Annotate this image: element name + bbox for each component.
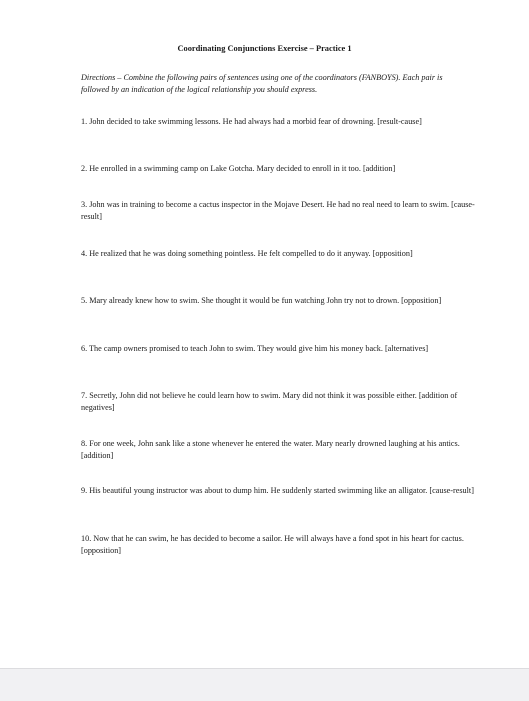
exercise-item-6: 6. The camp owners promised to teach John to swim. They would give him his money back. [alternatives] <box>81 344 429 353</box>
exercise-item-7: 7. Secretly, John did not believe he could learn how to swim. Mary did not think it was possible either. [addition of negatives] <box>81 391 458 412</box>
exercise-item-9: 9. His beautiful young instructor was about to dump him. He suddenly started swimming like an alligator. [cause-result] <box>81 486 474 495</box>
exercise-item-1: 1. John decided to take swimming lessons. He had always had a morbid fear of drowning. [result-cause] <box>81 117 422 126</box>
exercise-item-8: 8. For one week, John sank like a stone whenever he entered the water. Mary nearly drowned laughing at his antics. [addition] <box>81 439 460 460</box>
exercise-item-3: 3. John was in training to become a cactus inspector in the Mojave Desert. He had no real need to learn to swim. [cause-result] <box>81 200 475 221</box>
exercise-item-2: 2. He enrolled in a swimming camp on Lake Gotcha. Mary decided to enroll in it too. [addition] <box>81 164 396 173</box>
page-title: Coordinating Conjunctions Exercise – Practice 1 <box>177 44 352 53</box>
viewer-bottom-area <box>0 668 529 701</box>
directions-text: Directions – Combine the following pairs of sentences using one of the coordinators (FANBOYS). Each pair is followed by an indication of the logical relationship you should express. <box>81 73 443 94</box>
exercise-item-4: 4. He realized that he was doing something pointless. He felt compelled to do it anyway. [opposition] <box>81 249 413 258</box>
exercise-item-5: 5. Mary already knew how to swim. She thought it would be fun watching John try not to drown. [opposition] <box>81 296 442 305</box>
exercise-item-10: 10. Now that he can swim, he has decided to become a sailor. He will always have a fond spot in his heart for cactus. [opposition] <box>81 534 464 555</box>
